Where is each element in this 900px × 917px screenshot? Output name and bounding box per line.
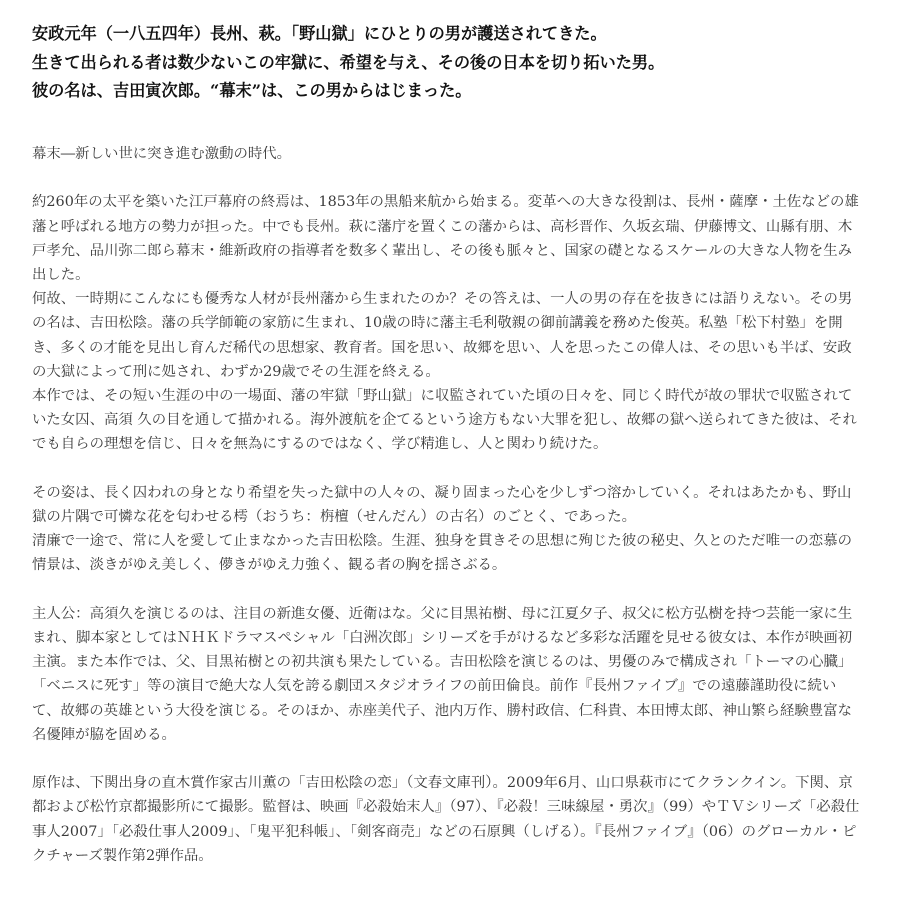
history-paragraph: 約260年の太平を築いた江戸幕府の終焉は、1853年の黒船来航から始まる。変革への大きな役割は、長州・薩摩・土佐などの雄藩と呼ばれる地方の勢力が担った。中でも長州。萩に藩庁を置くこの藩からは、高杉晋作、久坂玄瑞、伊藤博文、山縣有朋、木戸孝允、品川弥二郎ら幕末・維新政府の指導者を数多く輩出し、その後も脈々と、国家の礎となるスケールの大きな人物を生み出した。	[32, 194, 859, 283]
lead-line-3: 彼の名は、吉田寅次郎。“幕末”は、この男からはじまった。	[32, 81, 472, 100]
lead-line-1: 安政元年（一八五四年）長州、萩。「野山獄」にひとりの男が護送されてきた。	[32, 24, 607, 43]
intro-paragraph: 幕末―新しい世に突き進む激動の時代。	[32, 146, 292, 162]
metaphor-paragraph: その姿は、長く囚われの身となり希望を失った獄中の人々の、凝り固まった心を少しずつ溶かしていく。それはあたかも、野山獄の片隅で可憐な花を匂わせる樗（おうち：栴檀（せんだん）の古名）のごとく、であった。	[32, 484, 852, 526]
paragraph-gap	[32, 747, 862, 771]
cast-paragraph: 主人公：高須久を演じるのは、注目の新進女優、近衛はな。父に目黒祐樹、母に江夏夕子、叔父に松方弘樹を持つ芸能一家に生まれ、脚本家としてはＮＨＫドラマスペシャル「白洲次郎」シリーズを手がけるなど多彩な活躍を見せる彼女は、本作が映画初主演。また本作では、父、目黒祐樹との初共演も果たしている。吉田松陰を演じるのは、男優のみで構成され「トーマの心臓」「ベニスに死す」等の演目で絶大な人気を誇る劇団スタジオライフの前田倫良。前作『長州ファイブ』での遠藤謹助役に続いて、故郷の英雄という大役を演じる。そのほか、赤座美代子、池内万作、勝村政信、仁科貴、本田博太郎、神山繁ら経験豊富な名優陣が脇を固める。	[32, 605, 853, 743]
lead-line-2: 生きて出られる者は数少ないこの牢獄に、希望を与え、その後の日本を切り拓いた男。	[32, 52, 665, 72]
lead-heading	[32, 20, 862, 106]
paragraph-gap	[32, 578, 862, 602]
story-paragraph: 本作では、その短い生涯の中の一場面、藩の牢獄「野山獄」に収監されていた頃の日々を、同じく時代が故の罪状で収監されていた女囚、高須 久の目を通して描かれる。海外渡航を企てるという途方もない大罪を犯し、故郷の獄へ送られてきた彼は、それでも自らの理想を信じ、日々を無為にするのではなく、学び精進し、人と関わり続けた。	[32, 388, 857, 453]
romance-paragraph: 清廉で一途で、常に人を愛して止まなかった吉田松陰。生涯、独身を貫きその思想に殉じた彼の秘史、久とのただ唯一の恋慕の情景は、淡きがゆえ美しく、儚きがゆえ力強く、観る者の胸を揺さぶる。	[32, 533, 852, 574]
production-paragraph: 原作は、下関出身の直木賞作家古川薫の「吉田松陰の恋」（文春文庫刊）。2009年6月、山口県萩市にてクランクイン。下関、京都および松竹京都撮影所にて撮影。監督は、映画『必殺始末人』（97）、『必殺！三味線屋・勇次』（99）やＴＶシリーズ「必殺仕事人2007」「必殺仕事人2009」、「鬼平犯科帳」、「剣客商売」などの石原興（しげる）。『長州ファイブ』（06）のグローカル・ピクチャーズ製作第2弾作品。	[32, 775, 860, 864]
shoin-paragraph: 何故、一時期にこんなにも優秀な人材が長州藩から生まれたのか？その答えは、一人の男の存在を抜きには語りえない。その男の名は、吉田松陰。藩の兵学師範の家筋に生まれ、10歳の時に藩主毛利敬親の御前講義を務めた俊英。私塾「松下村塾」を開き、多くの才能を見出し育んだ稀代の思想家、教育者。国を思い、故郷を思い、人を思ったこの偉人は、その思いも半ば、安政の大獄によって刑に処され、わずか29歳でその生涯を終える。	[32, 291, 853, 380]
article	[32, 20, 862, 864]
paragraph-gap	[32, 457, 862, 481]
paragraph-gap	[32, 166, 862, 190]
article-body	[32, 142, 862, 868]
